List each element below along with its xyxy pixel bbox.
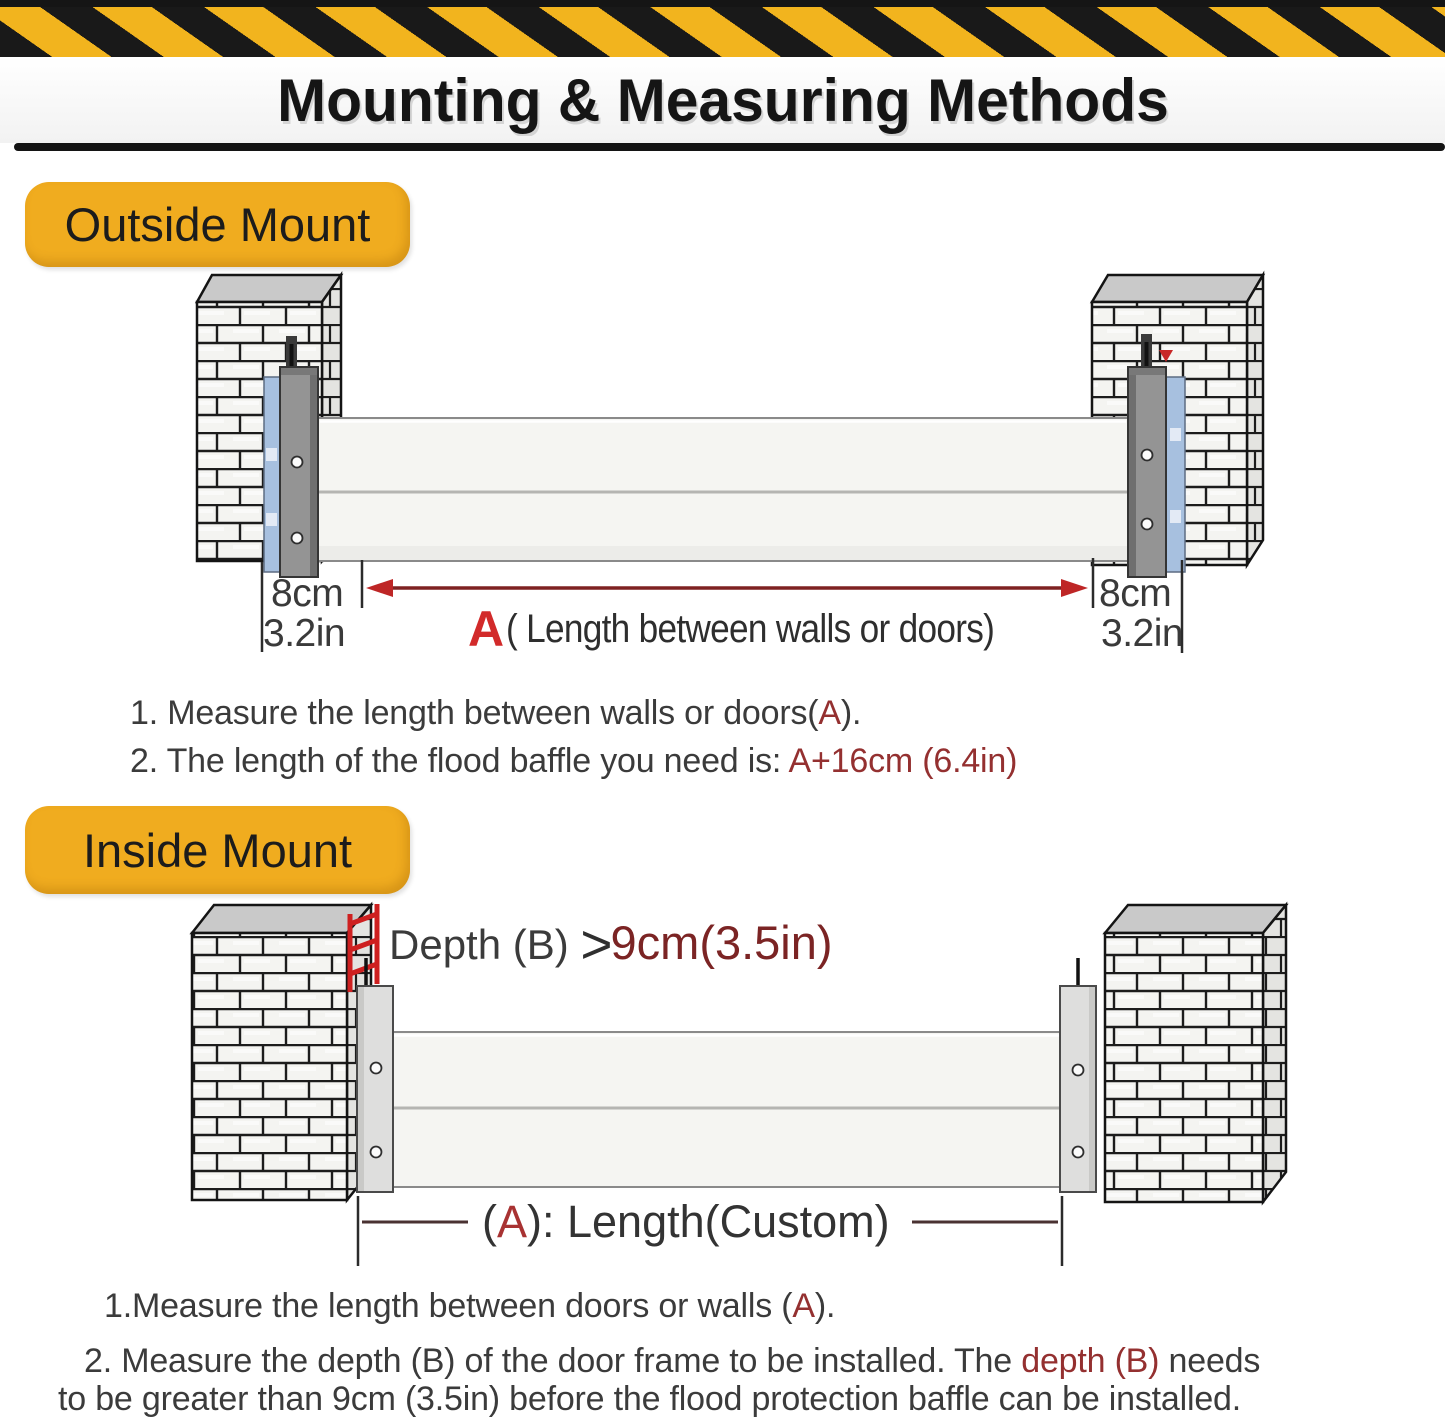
outside-dim-a-label [468,600,1061,658]
outside-barrier-panels [318,418,1128,561]
outside-left-channel [264,367,318,577]
screw-hole [292,457,303,468]
outside-dim-right-in: 3.2in [1101,612,1184,655]
inside-step-2: 2. Measure the depth (B) of the door frame to be installed. The depth (B) needs [84,1342,1261,1380]
inside-depth-label: Depth (B) >9cm(3.5in) [389,913,833,975]
outside-right-channel [1128,350,1185,577]
inside-step-2-cont: to be greater than 9cm (3.5in) before the flood protection baffle can be installed. [58,1380,1241,1418]
outside-step-2: 2. The length of the flood baffle you need is: A+16cm (6.4in) [130,742,1018,780]
inside-left-pillar [192,904,377,1200]
outside-step-1: 1. Measure the length between walls or doors(A). [130,694,862,732]
dim-a-text: ( Length between walls or doors) [506,607,995,651]
inside-step-1: 1.Measure the length between doors or walls (A). [104,1287,836,1325]
outside-mount-badge: Outside Mount [25,182,410,267]
screw-hole [1073,1065,1084,1076]
dim-a-letter: A [468,601,505,657]
outside-span-arrow [366,579,1088,597]
screw-hole [1142,519,1153,530]
page-title: Mounting & Measuring Methods [276,66,1169,134]
inside-left-bracket [357,986,393,1192]
inside-right-pillar [1078,905,1286,1202]
screw-hole [1142,450,1153,461]
outside-dim-right-cm: 8cm [1099,572,1172,615]
screw-hole [292,533,303,544]
inside-mount-badge: Inside Mount [25,806,410,894]
inside-barrier-panels [390,1032,1062,1187]
screw-hole [371,1063,382,1074]
inside-right-bracket [1060,986,1096,1192]
outside-dim-left-cm: 8cm [271,572,344,615]
screw-hole [1073,1147,1084,1158]
outside-dim-left-in: 3.2in [263,612,346,655]
inside-dim-a-label: (A): Length(Custom) [482,1196,890,1247]
screw-hole [371,1147,382,1158]
